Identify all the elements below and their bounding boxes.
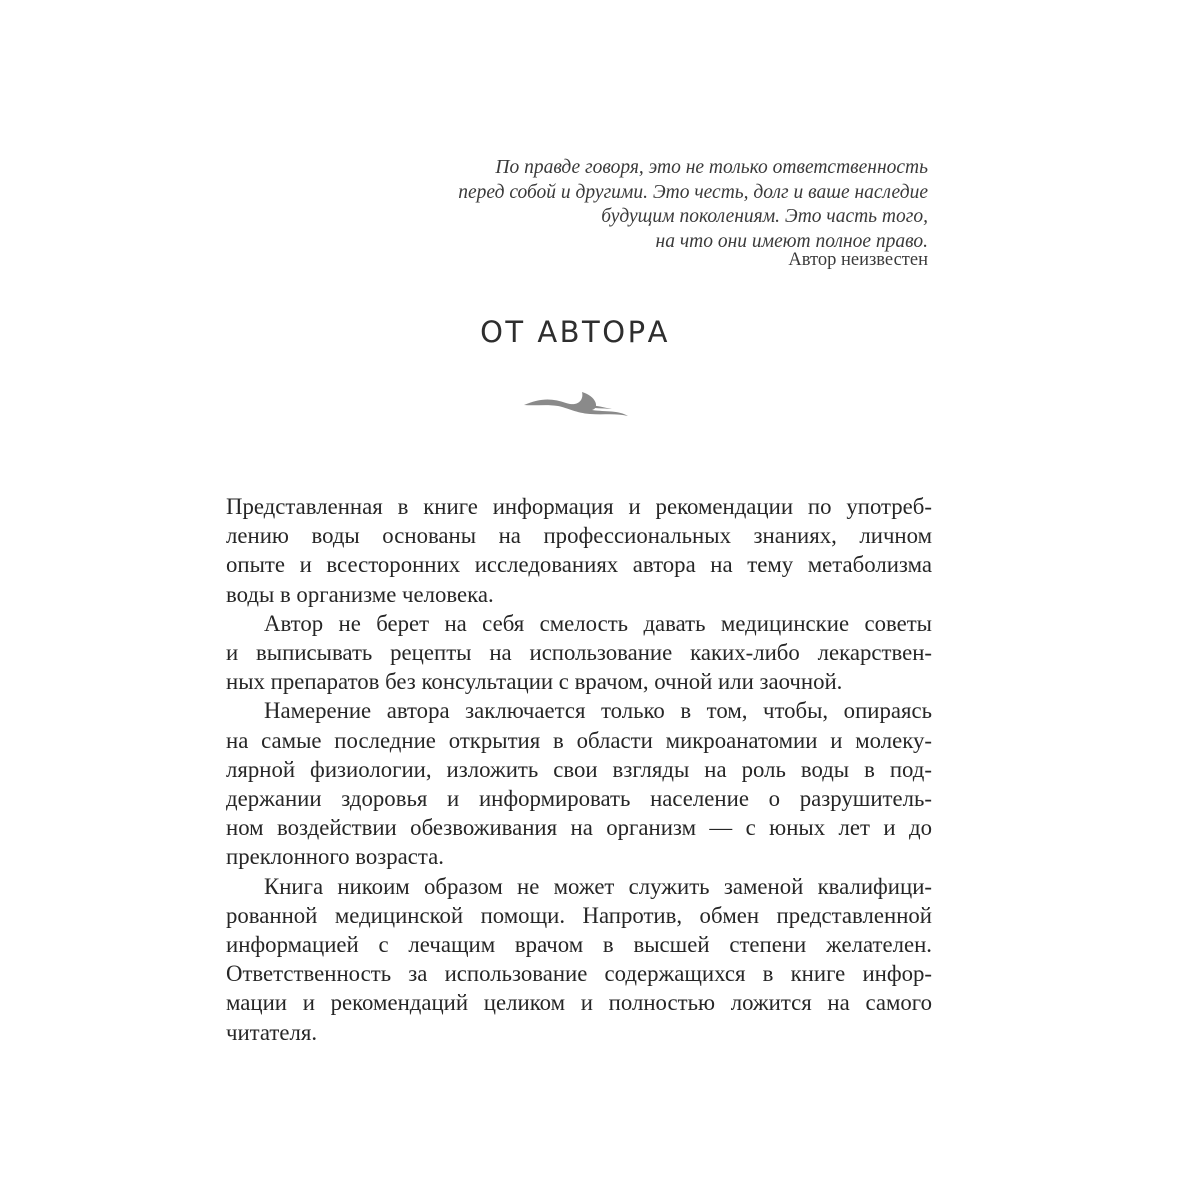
text-line: информацией с лечащим врачом в высшей степени желателен. [226, 932, 932, 958]
text-line: воды в организме человека. [226, 581, 494, 607]
text-line: лению воды основаны на профессиональных знаниях, личном [226, 523, 932, 549]
text-line: и выписывать рецепты на использование каких-либо лекарствен- [226, 640, 932, 666]
wave-ornament-icon [522, 386, 630, 420]
body-text [226, 492, 932, 1047]
paragraph [226, 609, 932, 697]
text-line: на самые последние открытия в области микроанатомии и молеку- [226, 727, 932, 753]
text-line: держании здоровья и информировать население о разрушитель- [226, 786, 932, 812]
text-line: ном воздействии обезвоживания на организм — с юных лет и до [226, 815, 932, 841]
text-line: читателя. [226, 1019, 318, 1045]
epigraph-line: По правде говоря, это не только ответственность [495, 157, 928, 178]
paragraph [226, 492, 932, 609]
text-line: Автор не берет на себя смелость давать медицинские советы [264, 610, 932, 636]
text-line: преклонного возраста. [226, 844, 444, 870]
text-line: опыте и всесторонних исследованиях автора на тему метаболизма [226, 552, 932, 578]
text-line: Ответственность за использование содержащихся в книге инфор- [226, 961, 932, 987]
text-line: Книга никоим образом не может служить заменой квалифици- [264, 873, 932, 899]
chapter-title: ОТ АВТОРА [480, 315, 670, 349]
text-line: лярной физиологии, изложить свои взгляды на роль воды в под- [226, 756, 932, 782]
text-line: мации и рекомендаций целиком и полностью ложится на самого [226, 990, 932, 1016]
text-line: ных препаратов без консультации с врачом, очной или заочной. [226, 669, 843, 695]
epigraph-line: перед собой и другими. Это честь, долг и ваше наследие [458, 181, 928, 203]
text-line: рованной медицинской помощи. Напротив, обмен представленной [226, 902, 932, 928]
text-line: Представленная в книге информация и рекомендации по употреб- [226, 494, 932, 519]
epigraph-author: Автор неизвестен [788, 250, 928, 270]
paragraph [226, 696, 932, 871]
epigraph [368, 156, 928, 254]
epigraph-line: на что они имеют полное право. [655, 230, 928, 252]
paragraph [226, 872, 932, 1047]
text-line: Намерение автора заключается только в том, чтобы, опираясь [264, 698, 932, 724]
wave-ornament-stroke-main [524, 392, 628, 416]
epigraph-line: будущим поколениям. Это часть того, [601, 206, 928, 227]
